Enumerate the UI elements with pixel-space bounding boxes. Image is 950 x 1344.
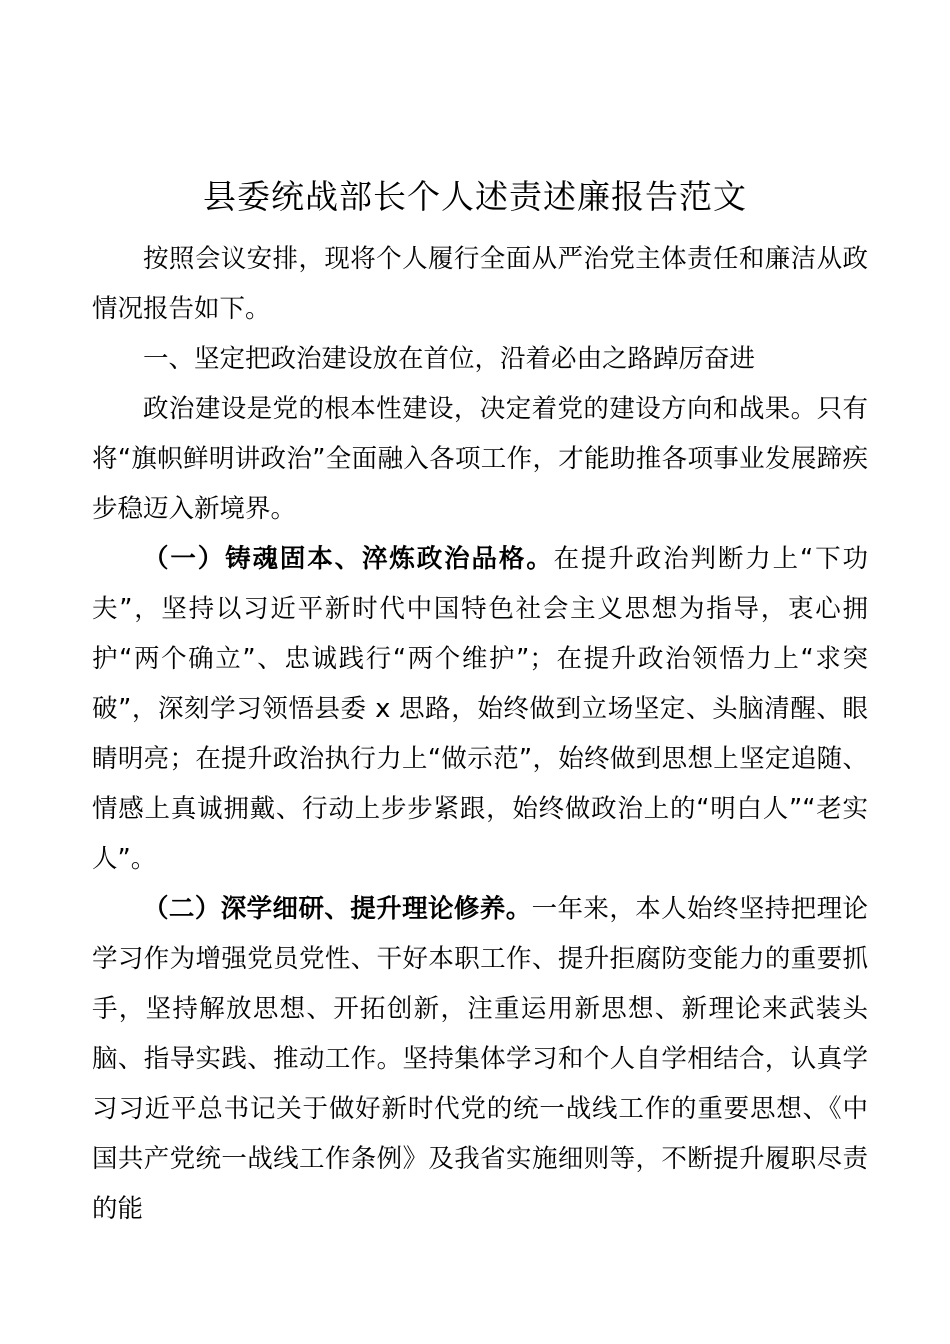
paragraph-intro bbox=[92, 234, 868, 334]
paragraph-text: 按照会议安排，现将个人履行全面从严治党主体责任和廉洁从政情况报告如下。 bbox=[92, 244, 868, 324]
document-body bbox=[92, 234, 868, 1234]
subsection-heading: （一）铸魂固本、淬炼政治品格。 bbox=[143, 544, 554, 574]
section-heading-1 bbox=[92, 334, 868, 384]
paragraph-political-building bbox=[92, 384, 868, 534]
paragraph-text: 一年来，本人始终坚持把理论学习作为增强党员党性、干好本职工作、提升拒腐防变能力的重要抓手，坚持解放思想、开拓创新，注重运用新思想、新理论来武装头脑、指导实践、推动工作。坚持集体学习和个人自学相结合，认真学习习近平总书记关于做好新时代党的统一战线工作的重要思想、《中国共产党统一战线工作条例》及我省实施细则等，不断提升履职尽责的能 bbox=[92, 894, 868, 1224]
document-title: 县委统战部长个人述责述廉报告范文 bbox=[203, 177, 747, 216]
paragraph-text: 政治建设是党的根本性建设，决定着党的建设方向和战果。只有将“旗帜鲜明讲政治”全面融入各项工作，才能助推各项事业发展蹄疾步稳迈入新境界。 bbox=[92, 394, 868, 524]
section-heading-text: 一、坚定把政治建设放在首位，沿着必由之路踔厉奋进 bbox=[143, 344, 756, 374]
paragraph-subsection-2 bbox=[92, 884, 868, 1234]
subsection-heading: （二）深学细研、提升理论修养。 bbox=[143, 894, 532, 924]
paragraph-subsection-1 bbox=[92, 534, 868, 884]
paragraph-text: 在提升政治判断力上“下功夫”，坚持以习近平新时代中国特色社会主义思想为指导，衷心拥护“两个确立”、忠诚践行“两个维护”；在提升政治领悟力上“求突破”，深刻学习领悟县委 x 思路，始终做到立场坚定、头脑清醒、眼睛明亮；在提升政治执行力上“做示范”，始终做到思想上坚定追随、情感上真诚拥戴、行动上步步紧跟，始终做政治上的“明白人”“老实人”。 bbox=[92, 544, 868, 874]
